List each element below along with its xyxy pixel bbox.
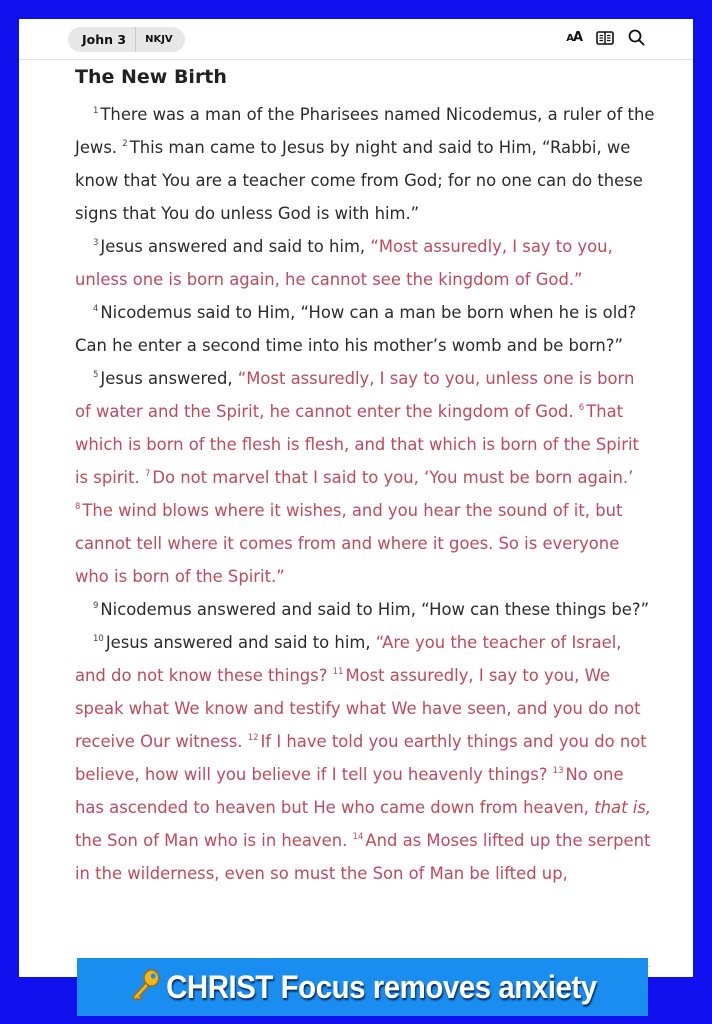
verse-number[interactable]: 2: [122, 139, 128, 149]
book-icon[interactable]: [596, 31, 614, 45]
scripture-paragraph: [75, 296, 655, 362]
text-size-icon[interactable]: [566, 30, 582, 45]
scripture-paragraph: [75, 626, 655, 890]
section-heading: The New Birth: [75, 66, 227, 88]
verse-number[interactable]: 4: [93, 304, 99, 314]
banner-text: CHRIST Focus removes anxiety: [165, 969, 597, 1005]
segment-text: “Are you the teacher of Israel, and do not know these things?: [75, 633, 622, 685]
chapter-selector-button[interactable]: John 3: [68, 27, 136, 52]
verse-text[interactable]: [93, 600, 649, 619]
verse-text[interactable]: [75, 303, 636, 355]
verse-number[interactable]: 5: [93, 370, 99, 380]
verse-number[interactable]: 14: [352, 832, 364, 842]
segment-text: Jesus answered and said to him,: [100, 237, 371, 256]
verse-number[interactable]: 10: [93, 634, 104, 644]
reader-page: [19, 19, 693, 977]
banner-caption: [129, 968, 596, 1006]
scripture-text: [75, 98, 655, 890]
text-size-big-glyph: A: [572, 30, 582, 45]
segment-text: There was a man of the Pharisees named Nicodemus, a ruler of the Jews.: [75, 105, 655, 157]
text-size-small-glyph: A: [566, 33, 573, 44]
segment-text: Most assuredly, I say to you, We speak what We know and testify what We have seen, and you do not receive Our witness.: [75, 666, 641, 751]
scripture-paragraph: [75, 98, 655, 230]
segment-text: That which is born of the flesh is flesh, and that which is born of the Spirit is spirit.: [75, 402, 639, 487]
search-icon[interactable]: [628, 29, 645, 46]
words-of-christ[interactable]: [145, 468, 633, 487]
verse-text[interactable]: [75, 138, 643, 223]
verse-text[interactable]: [93, 369, 238, 388]
key-icon: [129, 968, 162, 1002]
scripture-paragraph: [75, 593, 655, 626]
verse-number[interactable]: 12: [247, 733, 259, 743]
scripture-paragraph: [75, 362, 655, 494]
version-selector-button[interactable]: NKJV: [145, 34, 173, 45]
verse-number[interactable]: 8: [75, 502, 81, 512]
segment-text: And as Moses lifted up the serpent in the wilderness, even so must the Son of Man be lifted up,: [75, 831, 651, 883]
verse-number[interactable]: 6: [578, 403, 585, 413]
verse-text[interactable]: [93, 633, 376, 652]
segment-text: Do not marvel that I said to you, ‘You must be born again.’: [152, 468, 634, 487]
verse-number[interactable]: 7: [144, 469, 151, 479]
segment-text: the Son of Man who is in heaven.: [75, 831, 353, 850]
words-of-christ[interactable]: [75, 831, 353, 850]
scripture-paragraph: [75, 230, 655, 296]
segment-text: The wind blows where it wishes, and you hear the sound of it, but cannot tell where it comes from and where it goes. So is everyone who is born of the Spirit.”: [75, 501, 623, 586]
chapter-content: [75, 66, 655, 890]
verse-text[interactable]: [93, 237, 370, 256]
italic-text: that is,: [594, 798, 652, 817]
words-of-christ[interactable]: [594, 798, 651, 817]
caption-banner: [77, 958, 648, 1016]
verse-number[interactable]: 13: [552, 766, 564, 776]
segment-text: If I have told you earthly things and you do not believe, how will you believe if I tell you heavenly things?: [75, 732, 647, 784]
verse-number[interactable]: 3: [93, 238, 99, 248]
verse-number[interactable]: 1: [93, 106, 99, 116]
words-of-christ[interactable]: [75, 501, 622, 586]
verse-number[interactable]: 9: [93, 601, 99, 611]
segment-text: This man came to Jesus by night and said to Him, “Rabbi, we know that You are a teacher come from God; for no one can do these signs that You do unless God is with him.”: [75, 138, 643, 223]
segment-text: No one has ascended to heaven but He who came down from heaven,: [75, 765, 624, 817]
segment-text: Nicodemus answered and said to Him, “How can these things be?”: [100, 600, 650, 619]
segment-text: “Most assuredly, I say to you, unless one is born of water and the Spirit, he cannot enter the kingdom of God.: [75, 369, 635, 421]
passage-selector[interactable]: [68, 27, 185, 52]
reader-toolbar: [19, 19, 693, 60]
segment-text: Nicodemus said to Him, “How can a man be born when he is old? Can he enter a second time into his mother’s womb and be born?”: [75, 303, 637, 355]
segment-text: Jesus answered,: [100, 369, 238, 388]
toolbar-actions: [566, 29, 645, 46]
segment-text: Jesus answered and said to him,: [105, 633, 376, 652]
scripture-paragraph: [75, 494, 655, 593]
verse-number[interactable]: 11: [332, 667, 344, 677]
segment-text: “Most assuredly, I say to you, unless one is born again, he cannot see the kingdom of God.”: [75, 237, 613, 289]
